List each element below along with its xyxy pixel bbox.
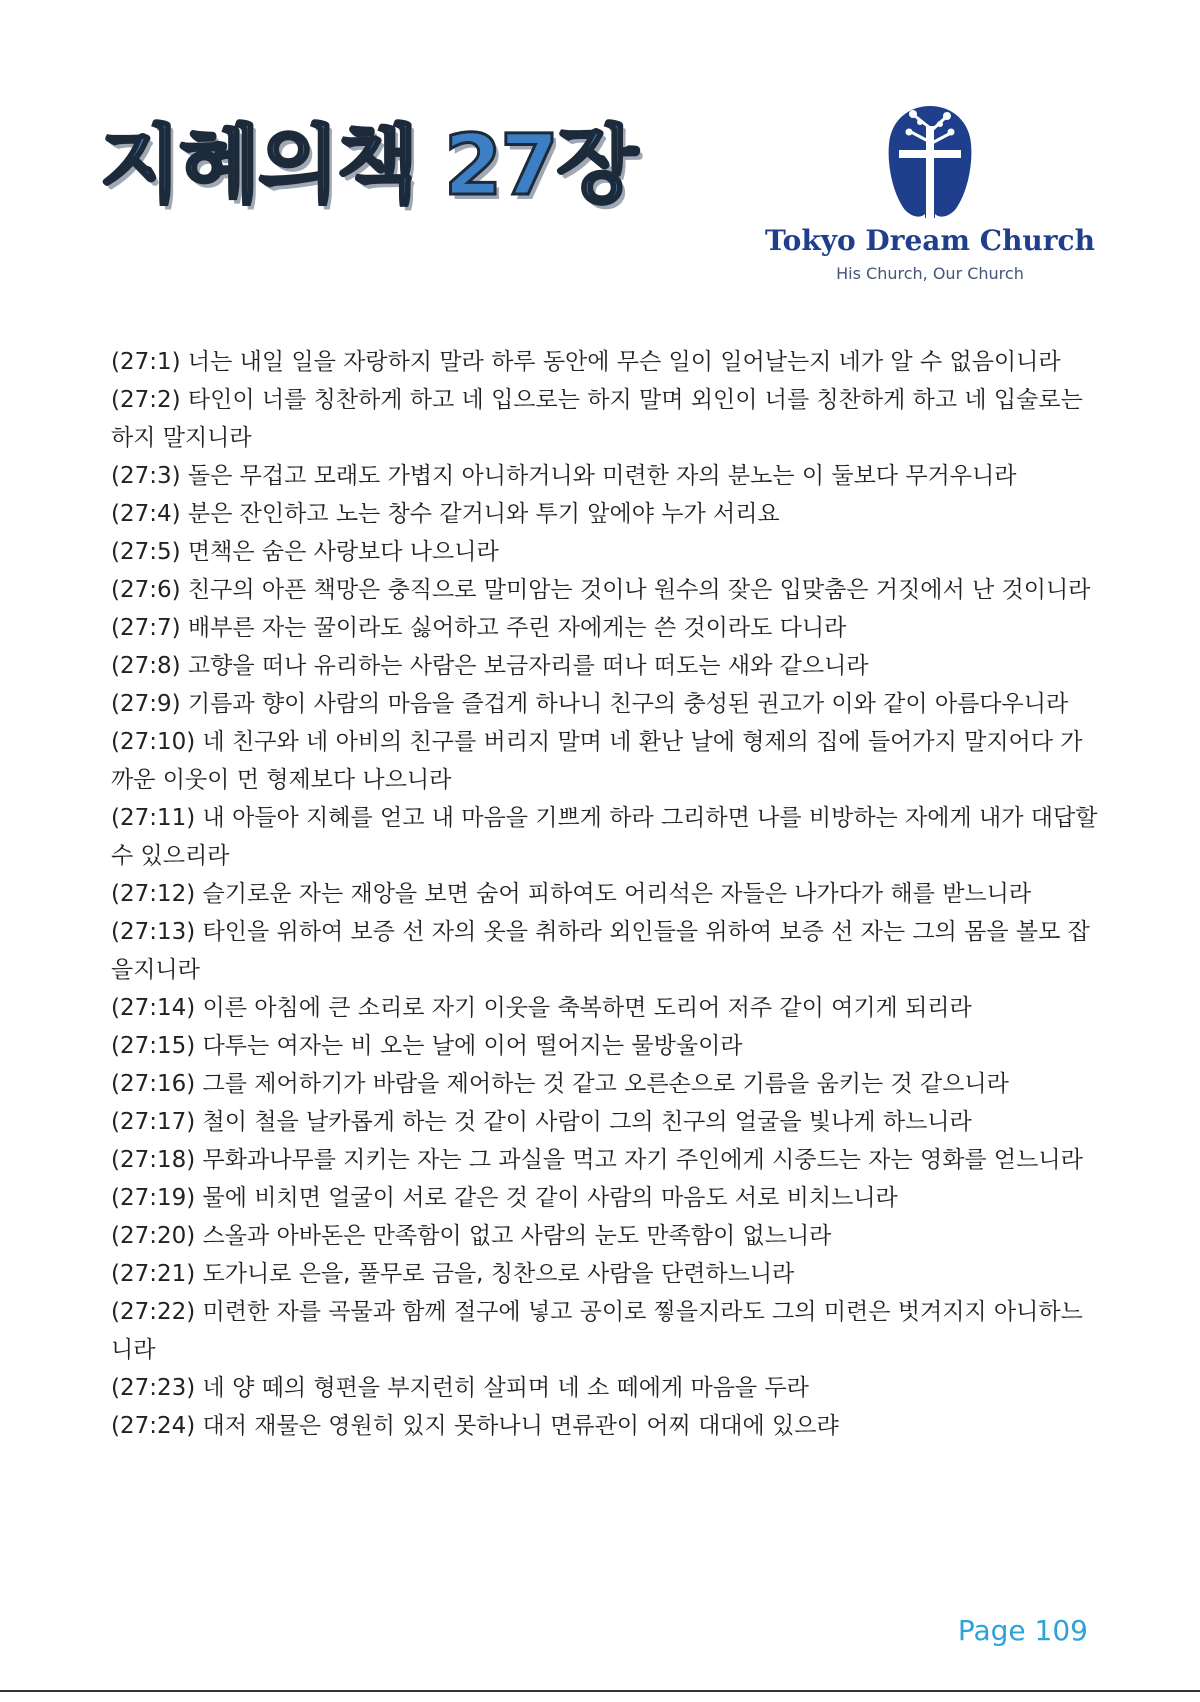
verse-21: (27:21) 도가니로 은을, 풀무로 금을, 칭찬으로 사람을 단련하느니라 xyxy=(111,1261,795,1287)
page-title: 지혜의책 27장 xyxy=(100,116,636,214)
verse-4: (27:4) 분은 잔인하고 노는 창수 같거니와 투기 앞에야 누가 서리요 xyxy=(111,501,780,527)
verse-20: (27:20) 스올과 아바돈은 만족함이 없고 사람의 눈도 만족함이 없느니라 xyxy=(111,1223,832,1249)
verse-5: (27:5) 면책은 숨은 사랑보다 나으니라 xyxy=(111,539,499,565)
verse-list xyxy=(111,343,1101,1445)
verse-10: (27:10) 네 친구와 네 아비의 친구를 버리지 말며 네 환난 날에 형제의 집에 들어가지 말지어다 가까운 이웃이 먼 형제보다 나으니라 xyxy=(111,729,1083,793)
verse-3: (27:3) 돌은 무겁고 모래도 가볍지 아니하거니와 미련한 자의 분노는 이 둘보다 무거우니라 xyxy=(111,463,1017,489)
verse-15: (27:15) 다투는 여자는 비 오는 날에 이어 떨어지는 물방울이라 xyxy=(111,1033,743,1059)
verse-22: (27:22) 미련한 자를 곡물과 함께 절구에 넣고 공이로 찧을지라도 그의 미련은 벗겨지지 아니하느니라 xyxy=(111,1299,1083,1363)
verse-16: (27:16) 그를 제어하기가 바람을 제어하는 것 같고 오른손으로 기름을 움키는 것 같으니라 xyxy=(111,1071,1009,1097)
church-name: Tokyo Dream Church xyxy=(765,224,1095,257)
verse-14: (27:14) 이른 아침에 큰 소리로 자기 이웃을 축복하면 도리어 저주 같이 여기게 되리라 xyxy=(111,995,972,1021)
page-number: Page 109 xyxy=(957,1614,1088,1647)
verse-9: (27:9) 기름과 향이 사람의 마음을 즐겁게 하나니 친구의 충성된 권고가 이와 같이 아름다우니라 xyxy=(111,691,1069,717)
verse-6: (27:6) 친구의 아픈 책망은 충직으로 말미암는 것이나 원수의 잦은 입맞춤은 거짓에서 난 것이니라 xyxy=(111,577,1091,603)
verse-2: (27:2) 타인이 너를 칭찬하게 하고 네 입으로는 하지 말며 외인이 너를 칭찬하게 하고 네 입술로는 하지 말지니라 xyxy=(111,387,1083,451)
bottom-divider xyxy=(0,1690,1200,1692)
verse-24: (27:24) 대저 재물은 영원히 있지 못하나니 면류관이 어찌 대대에 있으랴 xyxy=(111,1413,839,1439)
verse-19: (27:19) 물에 비치면 얼굴이 서로 같은 것 같이 사람의 마음도 서로 비치느니라 xyxy=(111,1185,898,1211)
tree-cross-icon xyxy=(885,102,975,220)
verse-13: (27:13) 타인을 위하여 보증 선 자의 옷을 취하라 외인들을 위하여 보증 선 자는 그의 몸을 볼모 잡을지니라 xyxy=(111,919,1090,983)
verse-1: (27:1) 너는 내일 일을 자랑하지 말라 하루 동안에 무슨 일이 일어날는지 네가 알 수 없음이니라 xyxy=(111,349,1061,375)
verse-11: (27:11) 내 아들아 지혜를 얻고 내 마음을 기쁘게 하라 그리하면 나를 비방하는 자에게 내가 대답할 수 있으리라 xyxy=(111,805,1098,869)
verse-12: (27:12) 슬기로운 자는 재앙을 보면 숨어 피하여도 어리석은 자들은 나가다가 해를 받느니라 xyxy=(111,881,1032,907)
verse-17: (27:17) 철이 철을 날카롭게 하는 것 같이 사람이 그의 친구의 얼굴을 빛나게 하느니라 xyxy=(111,1109,972,1135)
verse-7: (27:7) 배부른 자는 꿀이라도 싫어하고 주린 자에게는 쓴 것이라도 다니라 xyxy=(111,615,847,641)
church-tagline: His Church, Our Church xyxy=(836,264,1024,283)
verse-23: (27:23) 네 양 떼의 형편을 부지런히 살피며 네 소 떼에게 마음을 두라 xyxy=(111,1375,809,1401)
verse-8: (27:8) 고향을 떠나 유리하는 사람은 보금자리를 떠나 떠도는 새와 같으니라 xyxy=(111,653,869,679)
verse-18: (27:18) 무화과나무를 지키는 자는 그 과실을 먹고 자기 주인에게 시중드는 자는 영화를 얻느니라 xyxy=(111,1147,1083,1173)
